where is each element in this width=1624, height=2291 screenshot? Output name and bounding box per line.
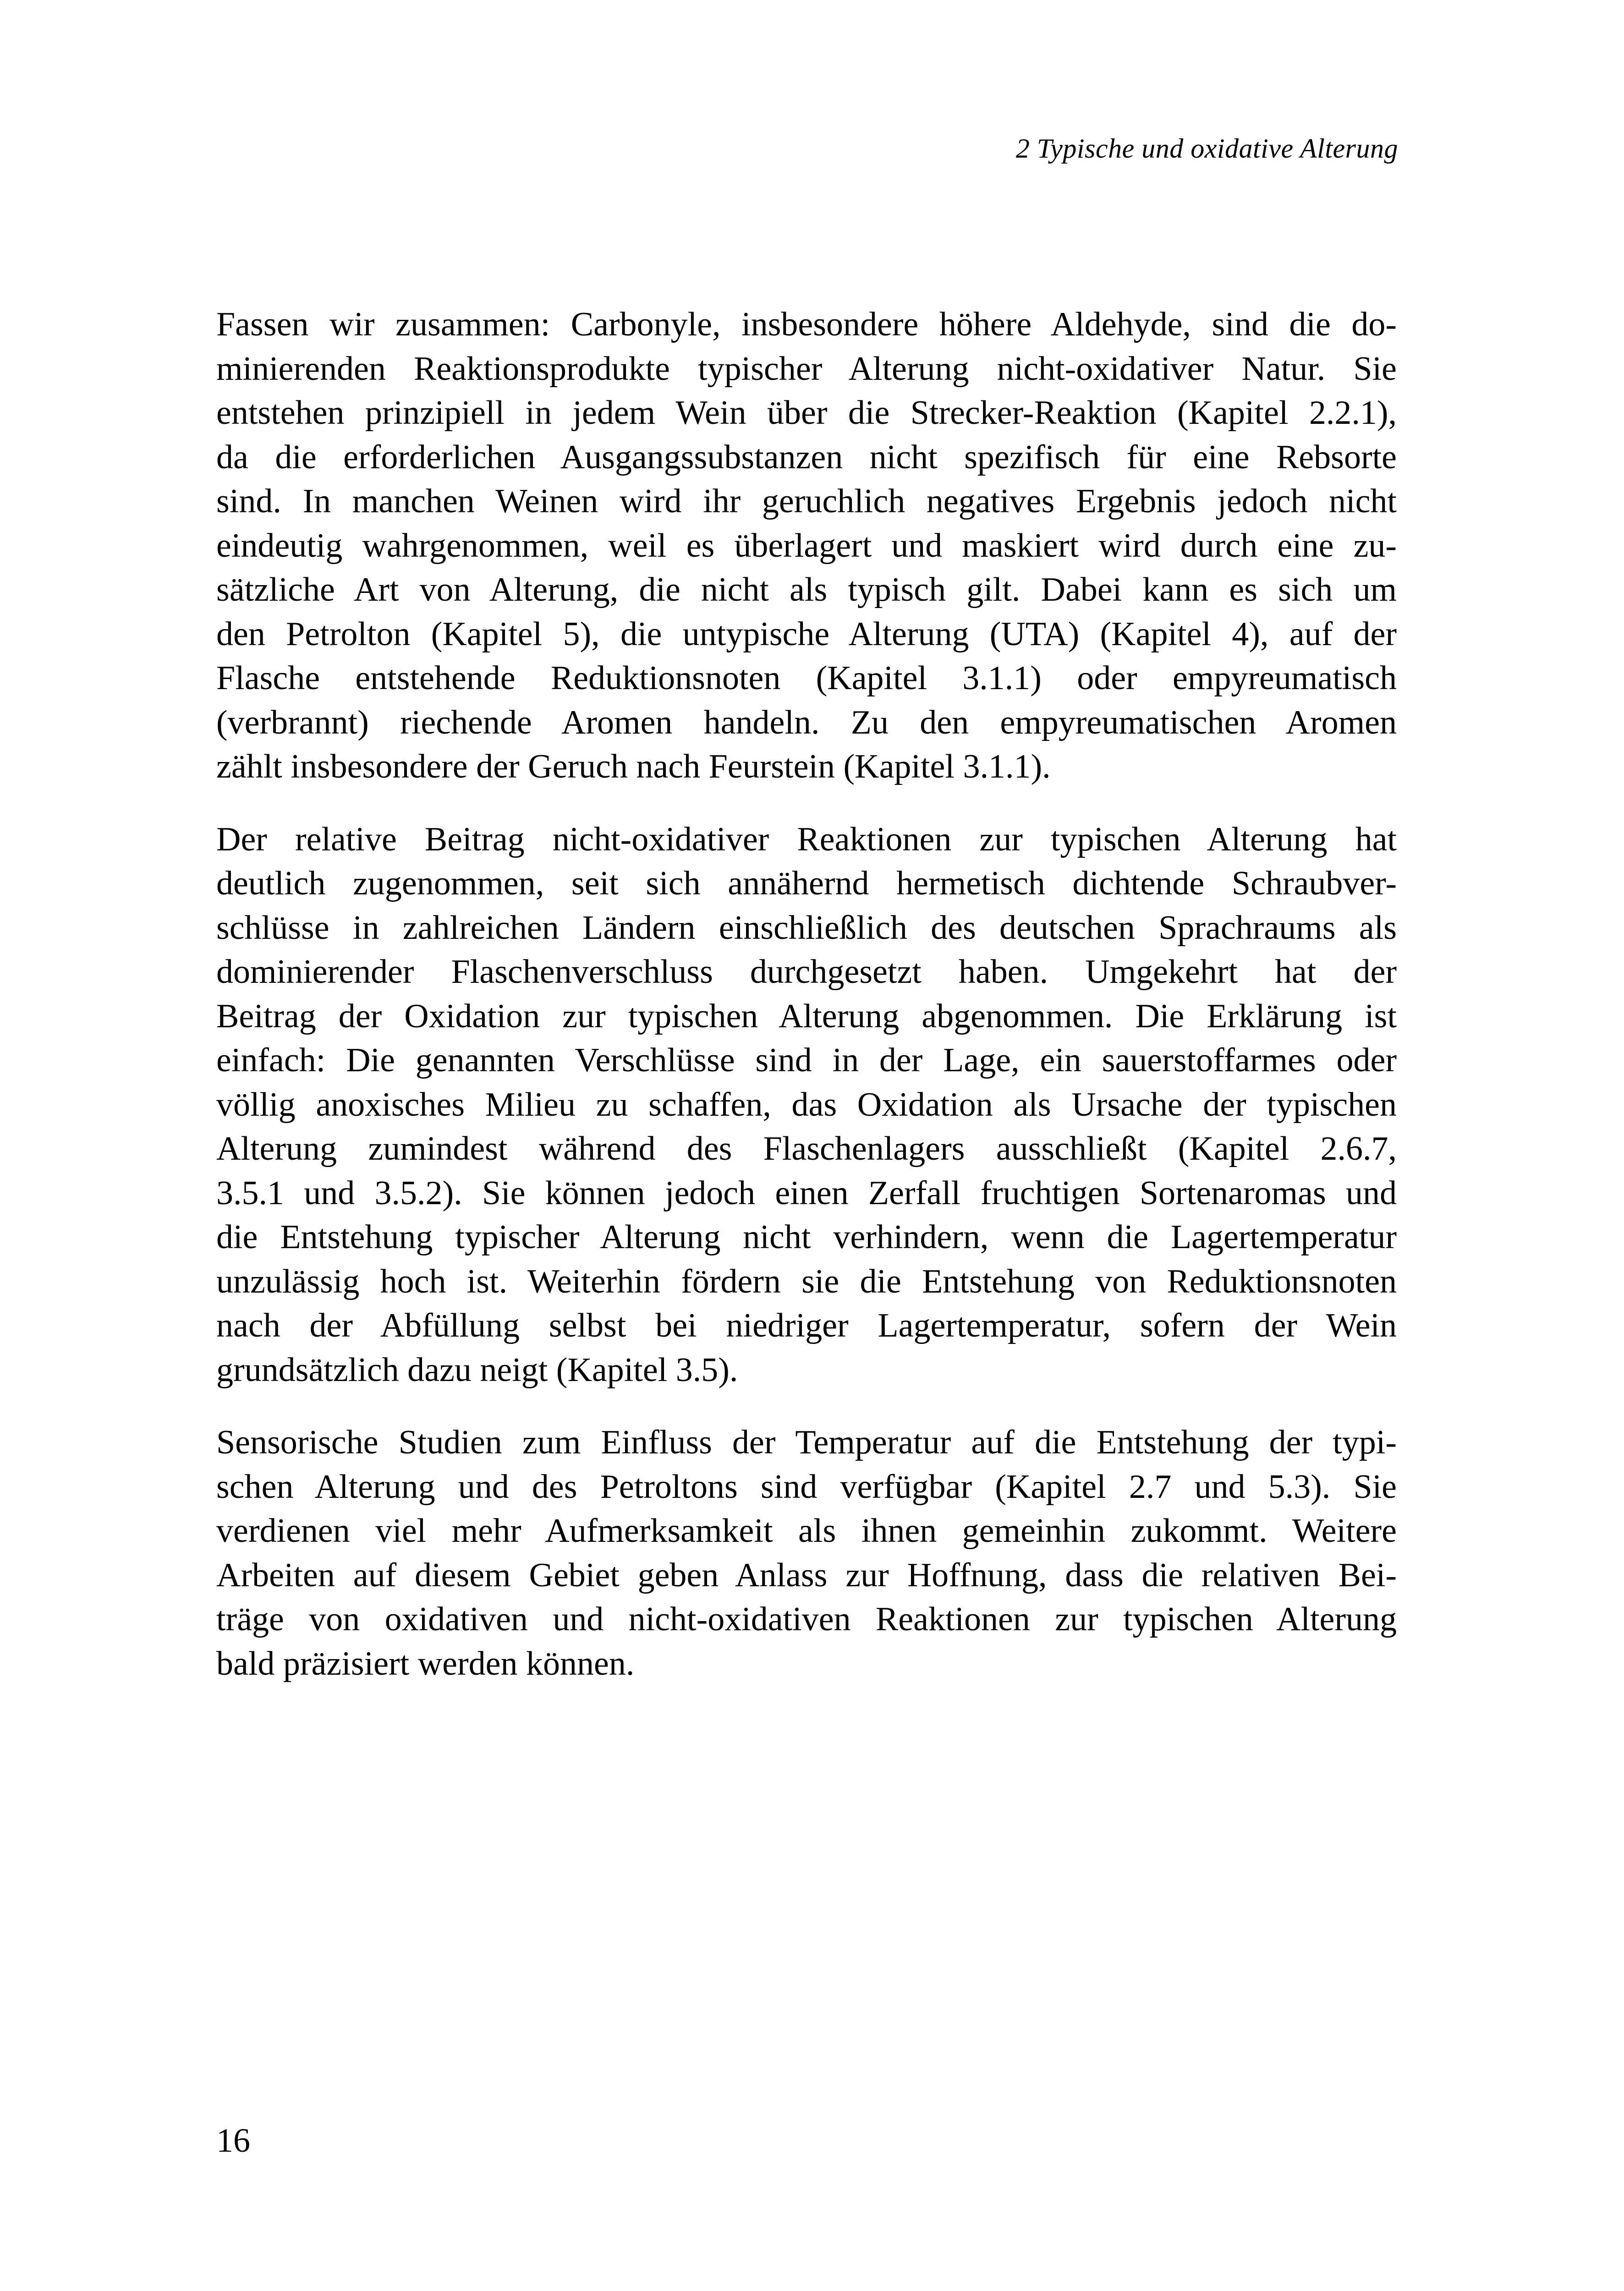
text-line: den Petrolton (Kapitel 5), die untypische Alterung (UTA) (Kapitel 4), auf der bbox=[216, 615, 1397, 653]
text-line: nach der Abfüllung selbst bei niedriger Lagertemperatur, sofern der Wein bbox=[216, 1307, 1397, 1344]
running-head: 2 Typische und oxidative Alterung bbox=[1015, 133, 1398, 164]
paragraph-1 bbox=[216, 302, 1397, 789]
text-line: grundsätzlich dazu neigt (Kapitel 3.5). bbox=[216, 1351, 738, 1389]
text-line: schlüsse in zahlreichen Ländern einschließlich des deutschen Sprachraums als bbox=[216, 909, 1397, 947]
text-line: Der relative Beitrag nicht-oxidativer Reaktionen zur typischen Alterung hat bbox=[216, 820, 1397, 858]
text-line: minierenden Reaktionsprodukte typischer Alterung nicht-oxidativer Natur. Sie bbox=[216, 350, 1397, 388]
text-line: Beitrag der Oxidation zur typischen Alterung abgenommen. Die Erklärung ist bbox=[216, 997, 1397, 1035]
text-line: entstehen prinzipiell in jedem Wein über die Strecker-Reaktion (Kapitel 2.2.1), bbox=[216, 394, 1397, 432]
text-line: dominierender Flaschenverschluss durchgesetzt haben. Umgekehrt hat der bbox=[216, 953, 1397, 991]
text-line: träge von oxidativen und nicht-oxidativen Reaktionen zur typischen Alterung bbox=[216, 1600, 1397, 1638]
body-text bbox=[216, 302, 1397, 1714]
text-line: Flasche entstehende Reduktionsnoten (Kapitel 3.1.1) oder empyreumatisch bbox=[216, 659, 1397, 697]
text-line: sätzliche Art von Alterung, die nicht als typisch gilt. Dabei kann es sich um bbox=[216, 571, 1397, 608]
text-line: verdienen viel mehr Aufmerksamkeit als ihnen gemeinhin zukommt. Weitere bbox=[216, 1512, 1397, 1550]
page-number: 16 bbox=[216, 2122, 250, 2159]
text-line: zählt insbesondere der Geruch nach Feurstein (Kapitel 3.1.1). bbox=[216, 748, 1051, 785]
text-line: Alterung zumindest während des Flaschenlagers ausschließt (Kapitel 2.6.7, bbox=[216, 1130, 1397, 1167]
text-line: 3.5.1 und 3.5.2). Sie können jedoch einen Zerfall fruchtigen Sortenaromas und bbox=[216, 1174, 1397, 1212]
paragraph-2 bbox=[216, 817, 1397, 1392]
text-line: deutlich zugenommen, seit sich annähernd hermetisch dichtende Schraubver- bbox=[216, 865, 1397, 902]
text-line: Arbeiten auf diesem Gebiet geben Anlass zur Hoffnung, dass die relativen Bei- bbox=[216, 1556, 1397, 1594]
text-line: einfach: Die genannten Verschlüsse sind in der Lage, ein sauerstoffarmes oder bbox=[216, 1041, 1397, 1079]
paragraph-3 bbox=[216, 1420, 1397, 1686]
text-line: (verbrannt) riechende Aromen handeln. Zu den empyreumatischen Aromen bbox=[216, 703, 1397, 741]
text-line: unzulässig hoch ist. Weiterhin fördern sie die Entstehung von Reduktionsnoten bbox=[216, 1262, 1397, 1300]
text-line: Sensorische Studien zum Einfluss der Temperatur auf die Entstehung der typi- bbox=[216, 1424, 1397, 1461]
text-line: Fassen wir zusammen: Carbonyle, insbesondere höhere Aldehyde, sind die do- bbox=[216, 306, 1397, 343]
text-line: schen Alterung und des Petroltons sind verfügbar (Kapitel 2.7 und 5.3). Sie bbox=[216, 1468, 1397, 1506]
text-line: bald präzisiert werden können. bbox=[216, 1644, 635, 1683]
text-line: eindeutig wahrgenommen, weil es überlagert und maskiert wird durch eine zu- bbox=[216, 526, 1397, 565]
text-line: die Entstehung typischer Alterung nicht verhindern, wenn die Lagertemperatur bbox=[216, 1218, 1397, 1256]
text-line: sind. In manchen Weinen wird ihr geruchlich negatives Ergebnis jedoch nicht bbox=[216, 482, 1397, 520]
text-line: völlig anoxisches Milieu zu schaffen, das Oxidation als Ursache der typischen bbox=[216, 1085, 1397, 1124]
text-line: da die erforderlichen Ausgangssubstanzen nicht spezifisch für eine Rebsorte bbox=[216, 438, 1397, 476]
